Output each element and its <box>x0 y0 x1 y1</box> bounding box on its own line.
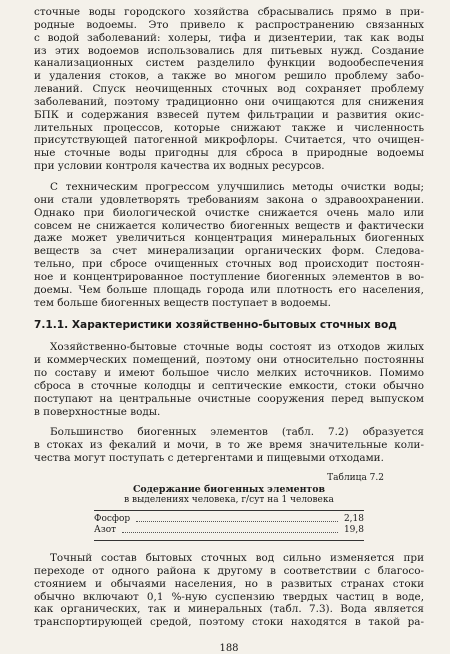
text-line: сброса в сточные колодцы и септические емкости, стоки обычно <box>34 379 424 392</box>
text-line: даже может увеличиться концентрация минеральных биогенных <box>34 232 424 245</box>
text-line: заболеваний, поэтому традиционно они очищаются для снижения <box>34 95 424 108</box>
text-line: тельно, при сбросе очищенных сточных вод происходит постоян- <box>34 258 424 271</box>
text-line: сточные воды городского хозяйства сбрасывались прямо в при- <box>34 6 424 18</box>
text-line: они стали удовлетворять требованиям закона о здравоохранении. <box>34 193 424 206</box>
text-line: переходе от одного района к другому в соответствии с благосо- <box>34 564 424 577</box>
text-line: ные сточные воды пригодны для сброса в природные водоемы <box>34 147 424 160</box>
dot-leader <box>122 525 338 533</box>
text-line: ное и концентрированное поступление биогенных элементов в во- <box>34 270 424 283</box>
text-line: совсем не снижается количество биогенных веществ и фактически <box>34 219 424 232</box>
table-subcaption: в выделениях человека, г/сут на 1 человека <box>124 495 334 505</box>
paragraph-2 <box>34 181 424 309</box>
table-row-value: 19,8 <box>343 525 364 535</box>
table-caption: Содержание биогенных элементов <box>132 484 326 495</box>
text-line: Хозяйственно-бытовые сточные воды состоят из отходов жилых <box>50 341 424 354</box>
text-line: канализационных систем разделило функции водообеспечения <box>34 57 424 70</box>
text-line: лительных процессов, которые снижают также и численность <box>34 121 424 134</box>
text-line: обычно включают 0,1 %-ную суспензию твердых частиц в воде, <box>34 590 424 603</box>
text-line: присутствующей патогенной микрофлоры. Считается, что очищен- <box>34 134 424 147</box>
text-line: и удаления стоков, а также во многом решило проблему забо- <box>34 70 424 83</box>
text-line: леваний. Спуск неочищенных сточных вод сохраняет проблему <box>34 83 424 96</box>
text-line: доемы. Чем больше площадь города или плотность его населения, <box>34 283 424 296</box>
text-line: родные водоемы. Это привело к распространению связанных <box>34 18 424 31</box>
text-line: по составу и имеют большое число мелких источников. Помимо <box>34 367 424 380</box>
text-line: С техническим прогрессом улучшились методы очистки воды; <box>50 180 424 193</box>
table-label: Таблица 7.2 <box>327 473 384 483</box>
table-row <box>94 514 364 525</box>
table-top-rule <box>94 510 364 511</box>
text-line: Однако при биологической очистке снижается очень мало или <box>34 206 424 219</box>
text-line: как органических, так и минеральных (табл. 7.3). Вода является <box>34 603 424 616</box>
paragraph-3 <box>34 341 424 418</box>
table-bottom-rule <box>94 540 364 541</box>
text-line: и коммерческих помещений, поэтому они относительно постоянны <box>34 354 424 367</box>
paragraph-5 <box>34 552 424 629</box>
table-row <box>94 525 364 536</box>
table-row-name: Фосфор <box>94 514 131 524</box>
table-7-2 <box>34 473 424 541</box>
text-line: тем больше биогенных веществ поступает в водоемы. <box>34 296 331 309</box>
text-line: Точный состав бытовых сточных вод сильно изменяется при <box>50 552 424 564</box>
text-line: БПК и содержания взвесей путем фильтрации и развития окис- <box>34 108 424 121</box>
table-row-value: 2,18 <box>343 514 364 524</box>
section-heading: 7.1.1. Характеристики хозяйственно-бытовых сточных вод <box>34 319 397 332</box>
text-line: веществ за счет минерализации органических форм. Следова- <box>34 245 424 258</box>
text-line: чества могут поступать с детергентами и пищевыми отходами. <box>34 452 384 465</box>
text-line: транспортирующей средой, поэтому стоки находятся в такой ра- <box>34 616 424 629</box>
table-row-name: Азот <box>94 525 117 535</box>
dot-leader <box>136 514 338 522</box>
paragraph-1 <box>34 6 424 173</box>
text-line: из этих водоемов использовались для питьевых нужд. Создание <box>34 44 424 57</box>
text-line: в стоках из фекалий и мочи, в то же время значительные коли- <box>34 439 424 452</box>
text-line: Большинство биогенных элементов (табл. 7.2) образуется <box>50 426 424 439</box>
text-line: при условии контроля качества их водных ресурсов. <box>34 160 325 173</box>
text-line: поступают на центральные очистные сооружения перед выпуском <box>34 392 424 405</box>
text-line: с водой заболеваний: холеры, тифа и дизентерии, так как воды <box>34 31 424 44</box>
text-line: стоянием и обычаями населения, но в развитых странах стоки <box>34 577 424 590</box>
paragraph-4 <box>34 426 424 465</box>
text-line: в поверхностные воды. <box>34 405 161 418</box>
page-number: 188 <box>219 643 239 654</box>
